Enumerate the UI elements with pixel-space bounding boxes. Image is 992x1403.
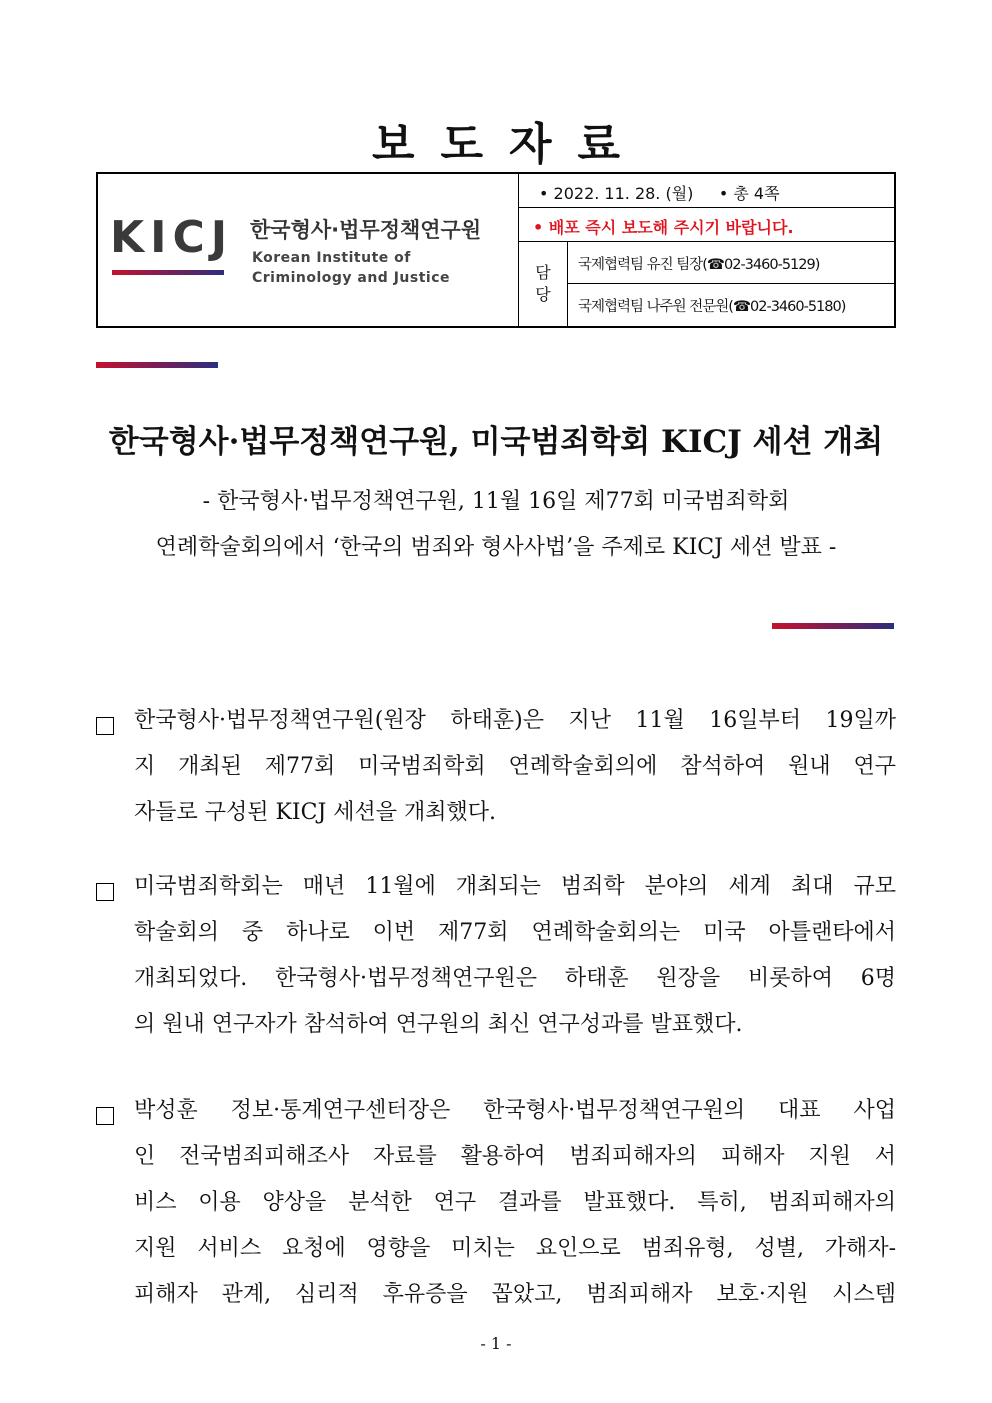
paragraph-line: 박성훈 정보·통계연구센터장은 한국형사·법무정책연구원의 대표 사업 bbox=[134, 1098, 896, 1123]
page-number: - 1 - bbox=[480, 1334, 512, 1353]
contact-label-2: 당 bbox=[535, 285, 551, 304]
paragraph-line: 미국범죄학회는 매년 11월에 개최되는 범죄학 분야의 세계 최대 규모 bbox=[134, 874, 896, 899]
paragraph-line: 지 개최된 제77회 미국범죄학회 연례학술회의에 참석하여 원내 연구 bbox=[134, 754, 896, 779]
institute-name-en bbox=[252, 248, 450, 288]
paragraph-line: 의 원내 연구자가 참석하여 연구원의 최신 연구성과를 발표했다. bbox=[134, 1012, 743, 1037]
paragraph-line: 한국형사·법무정책연구원(원장 하태훈)은 지난 11월 16일부터 19일까 bbox=[134, 708, 896, 733]
subtitle-line-1: - 한국형사·법무정책연구원, 11월 16일 제77회 미국범죄학회 bbox=[202, 489, 790, 514]
contact-row-1 bbox=[568, 242, 896, 284]
date-pages: • 2022. 11. 28. (월) • 총 4쪽 bbox=[539, 184, 780, 203]
contact-row-2 bbox=[568, 284, 896, 326]
institute-name-en-line1: Korean Institute of bbox=[252, 250, 411, 266]
paragraph-line: 학술회의 중 하나로 이번 제77회 연례학술회의는 미국 아틀랜타에서 bbox=[134, 920, 896, 945]
kicj-logo: KICJ bbox=[110, 212, 234, 263]
contact-label-1: 담 bbox=[535, 263, 551, 282]
subtitle-line-2: 연례학술회의에서 ‘한국의 범죄와 형사사법’을 주제로 KICJ 세션 발표 - bbox=[155, 535, 837, 560]
paragraph-line: 지원 서비스 요청에 영향을 미치는 요인으로 범죄유형, 성별, 가해자- bbox=[134, 1236, 896, 1261]
document-title: 보도자료 bbox=[371, 119, 646, 170]
contact-2: 국제협력팀 나주원 전문원(☎02-3460-5180) bbox=[578, 299, 846, 315]
bullet-checkbox bbox=[96, 1107, 114, 1125]
institute-name-ko: 한국형사·법무정책연구원 bbox=[250, 218, 482, 242]
bullet-checkbox bbox=[96, 883, 114, 901]
header-table bbox=[96, 172, 896, 328]
date-row bbox=[519, 174, 896, 208]
institute-name-en-line2: Criminology and Justice bbox=[252, 270, 450, 286]
embargo-notice: • 배포 즉시 보도해 주시기 바랍니다. bbox=[533, 218, 794, 237]
decorative-bar-top bbox=[96, 362, 218, 368]
decorative-bar-bottom bbox=[772, 623, 894, 629]
logo-cell bbox=[98, 174, 519, 326]
paragraph-line: 비스 이용 양상을 분석한 연구 결과를 발표했다. 특히, 범죄피해자의 bbox=[134, 1190, 896, 1215]
embargo-row bbox=[519, 208, 896, 242]
paragraph-line: 인 전국범죄피해조사 자료를 활용하여 범죄피해자의 피해자 지원 서 bbox=[134, 1144, 896, 1169]
contact-label-cell bbox=[519, 242, 568, 326]
paragraph-line: 개최되었다. 한국형사·법무정책연구원은 하태훈 원장을 비롯하여 6명 bbox=[134, 966, 896, 991]
paragraph-line: 피해자 관계, 심리적 후유증을 꼽았고, 범죄피해자 보호·지원 시스템 bbox=[134, 1282, 896, 1307]
bullet-checkbox bbox=[96, 717, 114, 735]
headline: 한국형사·법무정책연구원, 미국범죄학회 KICJ 세션 개최 bbox=[108, 424, 884, 460]
logo-underline bbox=[112, 270, 224, 275]
contact-1: 국제협력팀 유진 팀장(☎02-3460-5129) bbox=[578, 257, 820, 273]
paragraph-line: 자들로 구성된 KICJ 세션을 개최했다. bbox=[134, 800, 497, 825]
